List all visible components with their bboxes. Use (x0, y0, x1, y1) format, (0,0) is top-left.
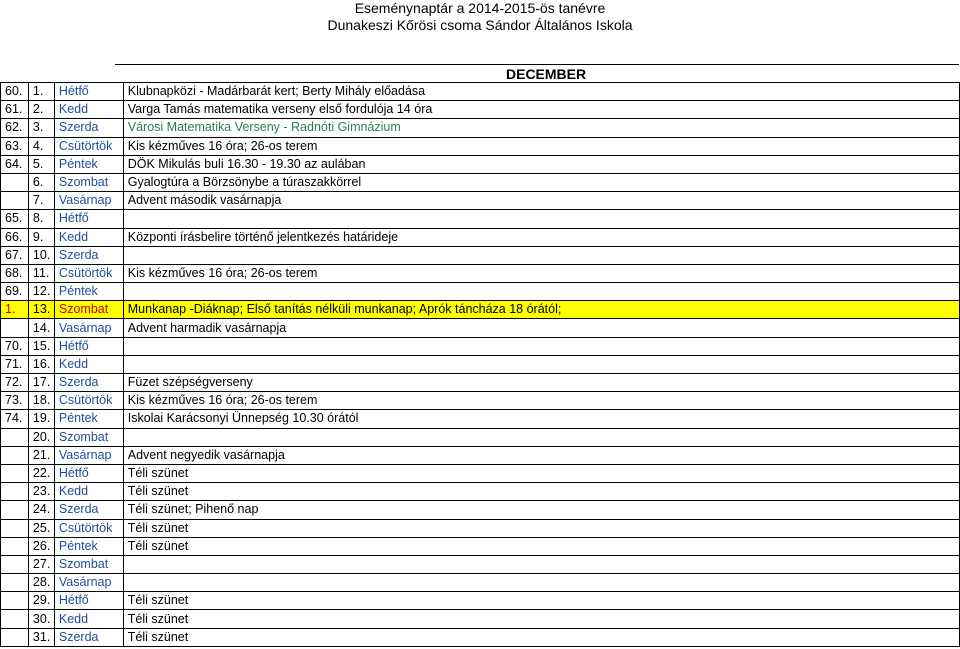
school-day-number (1, 483, 29, 501)
date-cell: 6. (28, 173, 54, 191)
event-cell: Téli szünet (123, 519, 959, 537)
event-cell (123, 355, 959, 373)
school-day-number: 67. (1, 246, 29, 264)
date-cell: 18. (28, 392, 54, 410)
school-day-number (1, 428, 29, 446)
month-heading: DECEMBER (506, 66, 587, 82)
calendar-row (1, 228, 960, 246)
weekday-cell: Hétfő (54, 464, 123, 482)
date-cell: 21. (28, 446, 54, 464)
document-title: Eseménynaptár a 2014-2015-ös tanévre (354, 0, 606, 16)
weekday-cell: Szombat (54, 173, 123, 191)
date-cell: 17. (28, 374, 54, 392)
school-day-number: 65. (1, 210, 29, 228)
weekday-cell: Péntek (54, 155, 123, 173)
school-day-number: 74. (1, 410, 29, 428)
event-cell: Varga Tamás matematika verseny első fordulója 14 óra (123, 101, 959, 119)
weekday-cell: Vasárnap (54, 319, 123, 337)
weekday-cell: Szerda (54, 628, 123, 646)
school-day-number: 73. (1, 392, 29, 410)
calendar-row (1, 283, 960, 301)
school-day-number (1, 192, 29, 210)
calendar-row (1, 210, 960, 228)
date-cell: 5. (28, 155, 54, 173)
date-cell: 28. (28, 574, 54, 592)
date-cell: 2. (28, 101, 54, 119)
date-cell: 23. (28, 483, 54, 501)
school-day-number (1, 519, 29, 537)
weekday-cell: Vasárnap (54, 574, 123, 592)
event-cell: Városi Matematika Verseny - Radnóti Gimnázium (123, 119, 959, 137)
event-cell: Advent második vasárnapja (123, 192, 959, 210)
date-cell: 7. (28, 192, 54, 210)
calendar-row (1, 374, 960, 392)
event-cell: Téli szünet (123, 610, 959, 628)
event-cell: Klubnapközi - Madárbarát kert; Berty Mihály előadása (123, 83, 959, 101)
date-cell: 13. (28, 301, 54, 319)
weekday-cell: Szerda (54, 501, 123, 519)
event-cell: Iskolai Karácsonyi Ünnepség 10.30 órától (123, 410, 959, 428)
date-cell: 15. (28, 337, 54, 355)
event-cell: Téli szünet (123, 628, 959, 646)
school-day-number (1, 610, 29, 628)
school-day-number: 70. (1, 337, 29, 355)
event-cell: Gyalogtúra a Börzsönybe a túraszakkörrel (123, 173, 959, 191)
event-cell (123, 210, 959, 228)
school-day-number (1, 464, 29, 482)
date-cell: 16. (28, 355, 54, 373)
school-day-number: 62. (1, 119, 29, 137)
date-cell: 22. (28, 464, 54, 482)
date-cell: 27. (28, 555, 54, 573)
weekday-cell: Hétfő (54, 83, 123, 101)
event-cell (123, 428, 959, 446)
weekday-cell: Szerda (54, 246, 123, 264)
date-cell: 11. (28, 264, 54, 282)
event-cell (123, 555, 959, 573)
calendar-row (1, 483, 960, 501)
weekday-cell: Kedd (54, 483, 123, 501)
date-cell: 26. (28, 537, 54, 555)
weekday-cell: Hétfő (54, 592, 123, 610)
school-day-number (1, 592, 29, 610)
date-cell: 29. (28, 592, 54, 610)
event-cell (123, 574, 959, 592)
calendar-row (1, 83, 960, 101)
school-day-number (1, 319, 29, 337)
weekday-cell: Vasárnap (54, 446, 123, 464)
date-cell: 19. (28, 410, 54, 428)
calendar-row (1, 501, 960, 519)
event-cell: DÖK Mikulás buli 16.30 - 19.30 az aulában (123, 155, 959, 173)
weekday-cell: Péntek (54, 537, 123, 555)
date-cell: 24. (28, 501, 54, 519)
calendar-row (1, 137, 960, 155)
date-cell: 12. (28, 283, 54, 301)
school-day-number: 64. (1, 155, 29, 173)
date-cell: 1. (28, 83, 54, 101)
date-cell: 20. (28, 428, 54, 446)
date-cell: 4. (28, 137, 54, 155)
calendar-row (1, 301, 960, 319)
school-day-number: 60. (1, 83, 29, 101)
event-cell: Füzet szépségverseny (123, 374, 959, 392)
event-cell: Téli szünet (123, 537, 959, 555)
calendar-row (1, 264, 960, 282)
weekday-cell: Kedd (54, 101, 123, 119)
school-day-number: 68. (1, 264, 29, 282)
calendar-row (1, 592, 960, 610)
school-day-number: 66. (1, 228, 29, 246)
event-cell: Téli szünet (123, 483, 959, 501)
school-day-number (1, 555, 29, 573)
calendar-row (1, 101, 960, 119)
school-day-number: 71. (1, 355, 29, 373)
weekday-cell: Csütörtök (54, 137, 123, 155)
month-header-rule (115, 64, 959, 65)
weekday-cell: Szerda (54, 374, 123, 392)
school-day-number: 1. (1, 301, 29, 319)
weekday-cell: Péntek (54, 283, 123, 301)
calendar-row (1, 410, 960, 428)
school-day-number (1, 446, 29, 464)
calendar-row (1, 337, 960, 355)
event-cell: Kis kézműves 16 óra; 26-os terem (123, 137, 959, 155)
event-cell: Advent negyedik vasárnapja (123, 446, 959, 464)
event-cell: Kis kézműves 16 óra; 26-os terem (123, 264, 959, 282)
school-day-number (1, 501, 29, 519)
event-cell: Téli szünet; Pihenő nap (123, 501, 959, 519)
calendar-row (1, 574, 960, 592)
school-day-number (1, 537, 29, 555)
date-cell: 25. (28, 519, 54, 537)
event-cell: Kis kézműves 16 óra; 26-os terem (123, 392, 959, 410)
school-day-number: 72. (1, 374, 29, 392)
calendar-row (1, 119, 960, 137)
calendar-row (1, 246, 960, 264)
calendar-row (1, 537, 960, 555)
weekday-cell: Csütörtök (54, 392, 123, 410)
weekday-cell: Szerda (54, 119, 123, 137)
calendar-row (1, 519, 960, 537)
weekday-cell: Csütörtök (54, 264, 123, 282)
weekday-cell: Szombat (54, 555, 123, 573)
weekday-cell: Szombat (54, 428, 123, 446)
event-cell: Téli szünet (123, 464, 959, 482)
event-cell: Advent harmadik vasárnapja (123, 319, 959, 337)
weekday-cell: Kedd (54, 228, 123, 246)
date-cell: 8. (28, 210, 54, 228)
event-cell (123, 283, 959, 301)
event-cell: Munkanap -Diáknap; Első tanítás nélküli munkanap; Aprók táncháza 18 órától; (123, 301, 959, 319)
calendar-row (1, 173, 960, 191)
weekday-cell: Kedd (54, 610, 123, 628)
weekday-cell: Szombat (54, 301, 123, 319)
weekday-cell: Hétfő (54, 210, 123, 228)
school-day-number (1, 574, 29, 592)
event-cell (123, 246, 959, 264)
calendar-row (1, 464, 960, 482)
calendar-row (1, 446, 960, 464)
calendar-row (1, 555, 960, 573)
school-day-number: 69. (1, 283, 29, 301)
date-cell: 9. (28, 228, 54, 246)
calendar-row (1, 192, 960, 210)
event-cell: Központi írásbelire történő jelentkezés határideje (123, 228, 959, 246)
weekday-cell: Csütörtök (54, 519, 123, 537)
calendar-row (1, 319, 960, 337)
school-day-number (1, 173, 29, 191)
calendar-row (1, 428, 960, 446)
calendar-row (1, 355, 960, 373)
date-cell: 10. (28, 246, 54, 264)
event-calendar-table (0, 82, 960, 647)
date-cell: 30. (28, 610, 54, 628)
calendar-row (1, 610, 960, 628)
school-name: Dunakeszi Kőrösi csoma Sándor Általános Iskola (327, 17, 633, 33)
event-cell: Téli szünet (123, 592, 959, 610)
weekday-cell: Hétfő (54, 337, 123, 355)
school-day-number: 63. (1, 137, 29, 155)
school-day-number: 61. (1, 101, 29, 119)
weekday-cell: Péntek (54, 410, 123, 428)
weekday-cell: Kedd (54, 355, 123, 373)
date-cell: 14. (28, 319, 54, 337)
calendar-body (1, 83, 960, 647)
event-cell (123, 337, 959, 355)
date-cell: 3. (28, 119, 54, 137)
calendar-row (1, 392, 960, 410)
calendar-row (1, 155, 960, 173)
school-day-number (1, 628, 29, 646)
weekday-cell: Vasárnap (54, 192, 123, 210)
date-cell: 31. (28, 628, 54, 646)
calendar-row (1, 628, 960, 646)
